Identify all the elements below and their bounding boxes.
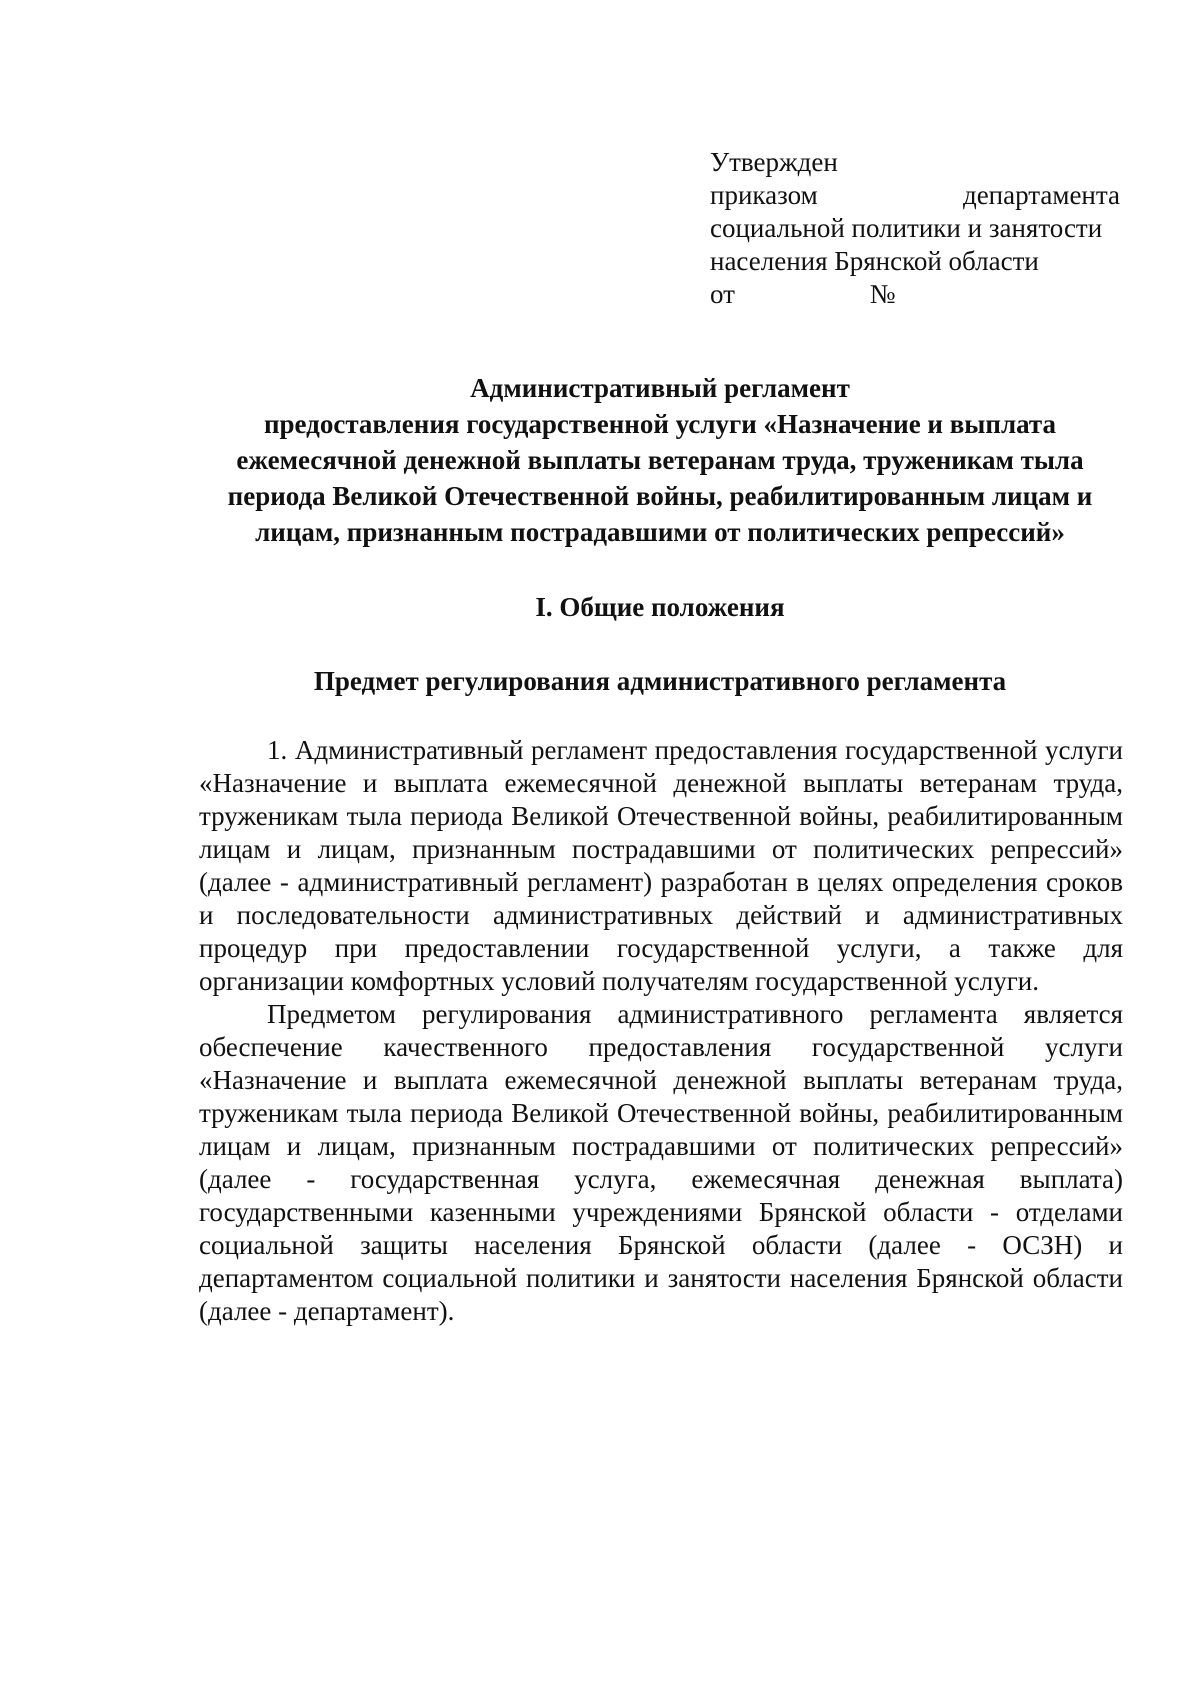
title-line-1: Административный регламент bbox=[470, 373, 850, 403]
paragraph-2: Предметом регулирования административного регламента является обеспечение качественного предоставления государственной услуги «Назначение и выплата ежемесячной денежной выплаты ветеранам труда, труженикам тыла периода Великой Отечественной войны, реабилитированным лицам и лицам, признанным пострадавшими от политических репрессий» (далее - государственная услуга, ежемесячная денежная выплата) государственными казенными учреждениями Брянской области - отделами социальной защиты населения Брянской области (далее - ОСЗН) и департаментом социальной политики и занятости населения Брянской области (далее - департамент). bbox=[199, 999, 1123, 1326]
approval-order-word: приказом bbox=[710, 180, 818, 210]
approval-line-policy: социальной политики и занятости bbox=[710, 213, 1103, 243]
approval-date-label: от bbox=[710, 279, 735, 309]
approval-number-label: № bbox=[869, 279, 896, 309]
title-line-3: ежемесячной денежной выплаты ветеранам труда, труженикам тыла bbox=[236, 445, 1084, 475]
approval-line-region: населения Брянской области bbox=[710, 246, 1039, 276]
approval-line-date-number bbox=[710, 278, 1120, 311]
document-title bbox=[200, 370, 1120, 550]
approval-department-word: департамента bbox=[962, 180, 1120, 210]
title-line-4: периода Великой Отечественной войны, реабилитированным лицам и bbox=[227, 481, 1093, 511]
paragraph-1: 1. Административный регламент предоставления государственной услуги «Назначение и выплата ежемесячной денежной выплаты ветеранам труда, труженикам тыла периода Великой Отечественной войны, реабилитированным лицам и лицам, признанным пострадавшими от политических репрессий» (далее - административный регламент) разработан в целях определения сроков и последовательности административных действий и административных процедур при предоставлении государственной услуги, а также для организации комфортных условий получателям государственной услуги. bbox=[199, 735, 1123, 996]
body-text bbox=[199, 734, 1123, 1328]
approval-line-order bbox=[710, 179, 1120, 212]
section-heading: I. Общие положения bbox=[535, 592, 785, 622]
approval-line-approved: Утвержден bbox=[710, 147, 838, 177]
approval-stamp bbox=[710, 146, 1120, 311]
title-line-2: предоставления государственной услуги «Назначение и выплата bbox=[263, 409, 1056, 439]
title-line-5: лицам, признанным пострадавшими от политических репрессий» bbox=[255, 517, 1065, 547]
section-subheading: Предмет регулирования административного регламента bbox=[313, 666, 1007, 696]
